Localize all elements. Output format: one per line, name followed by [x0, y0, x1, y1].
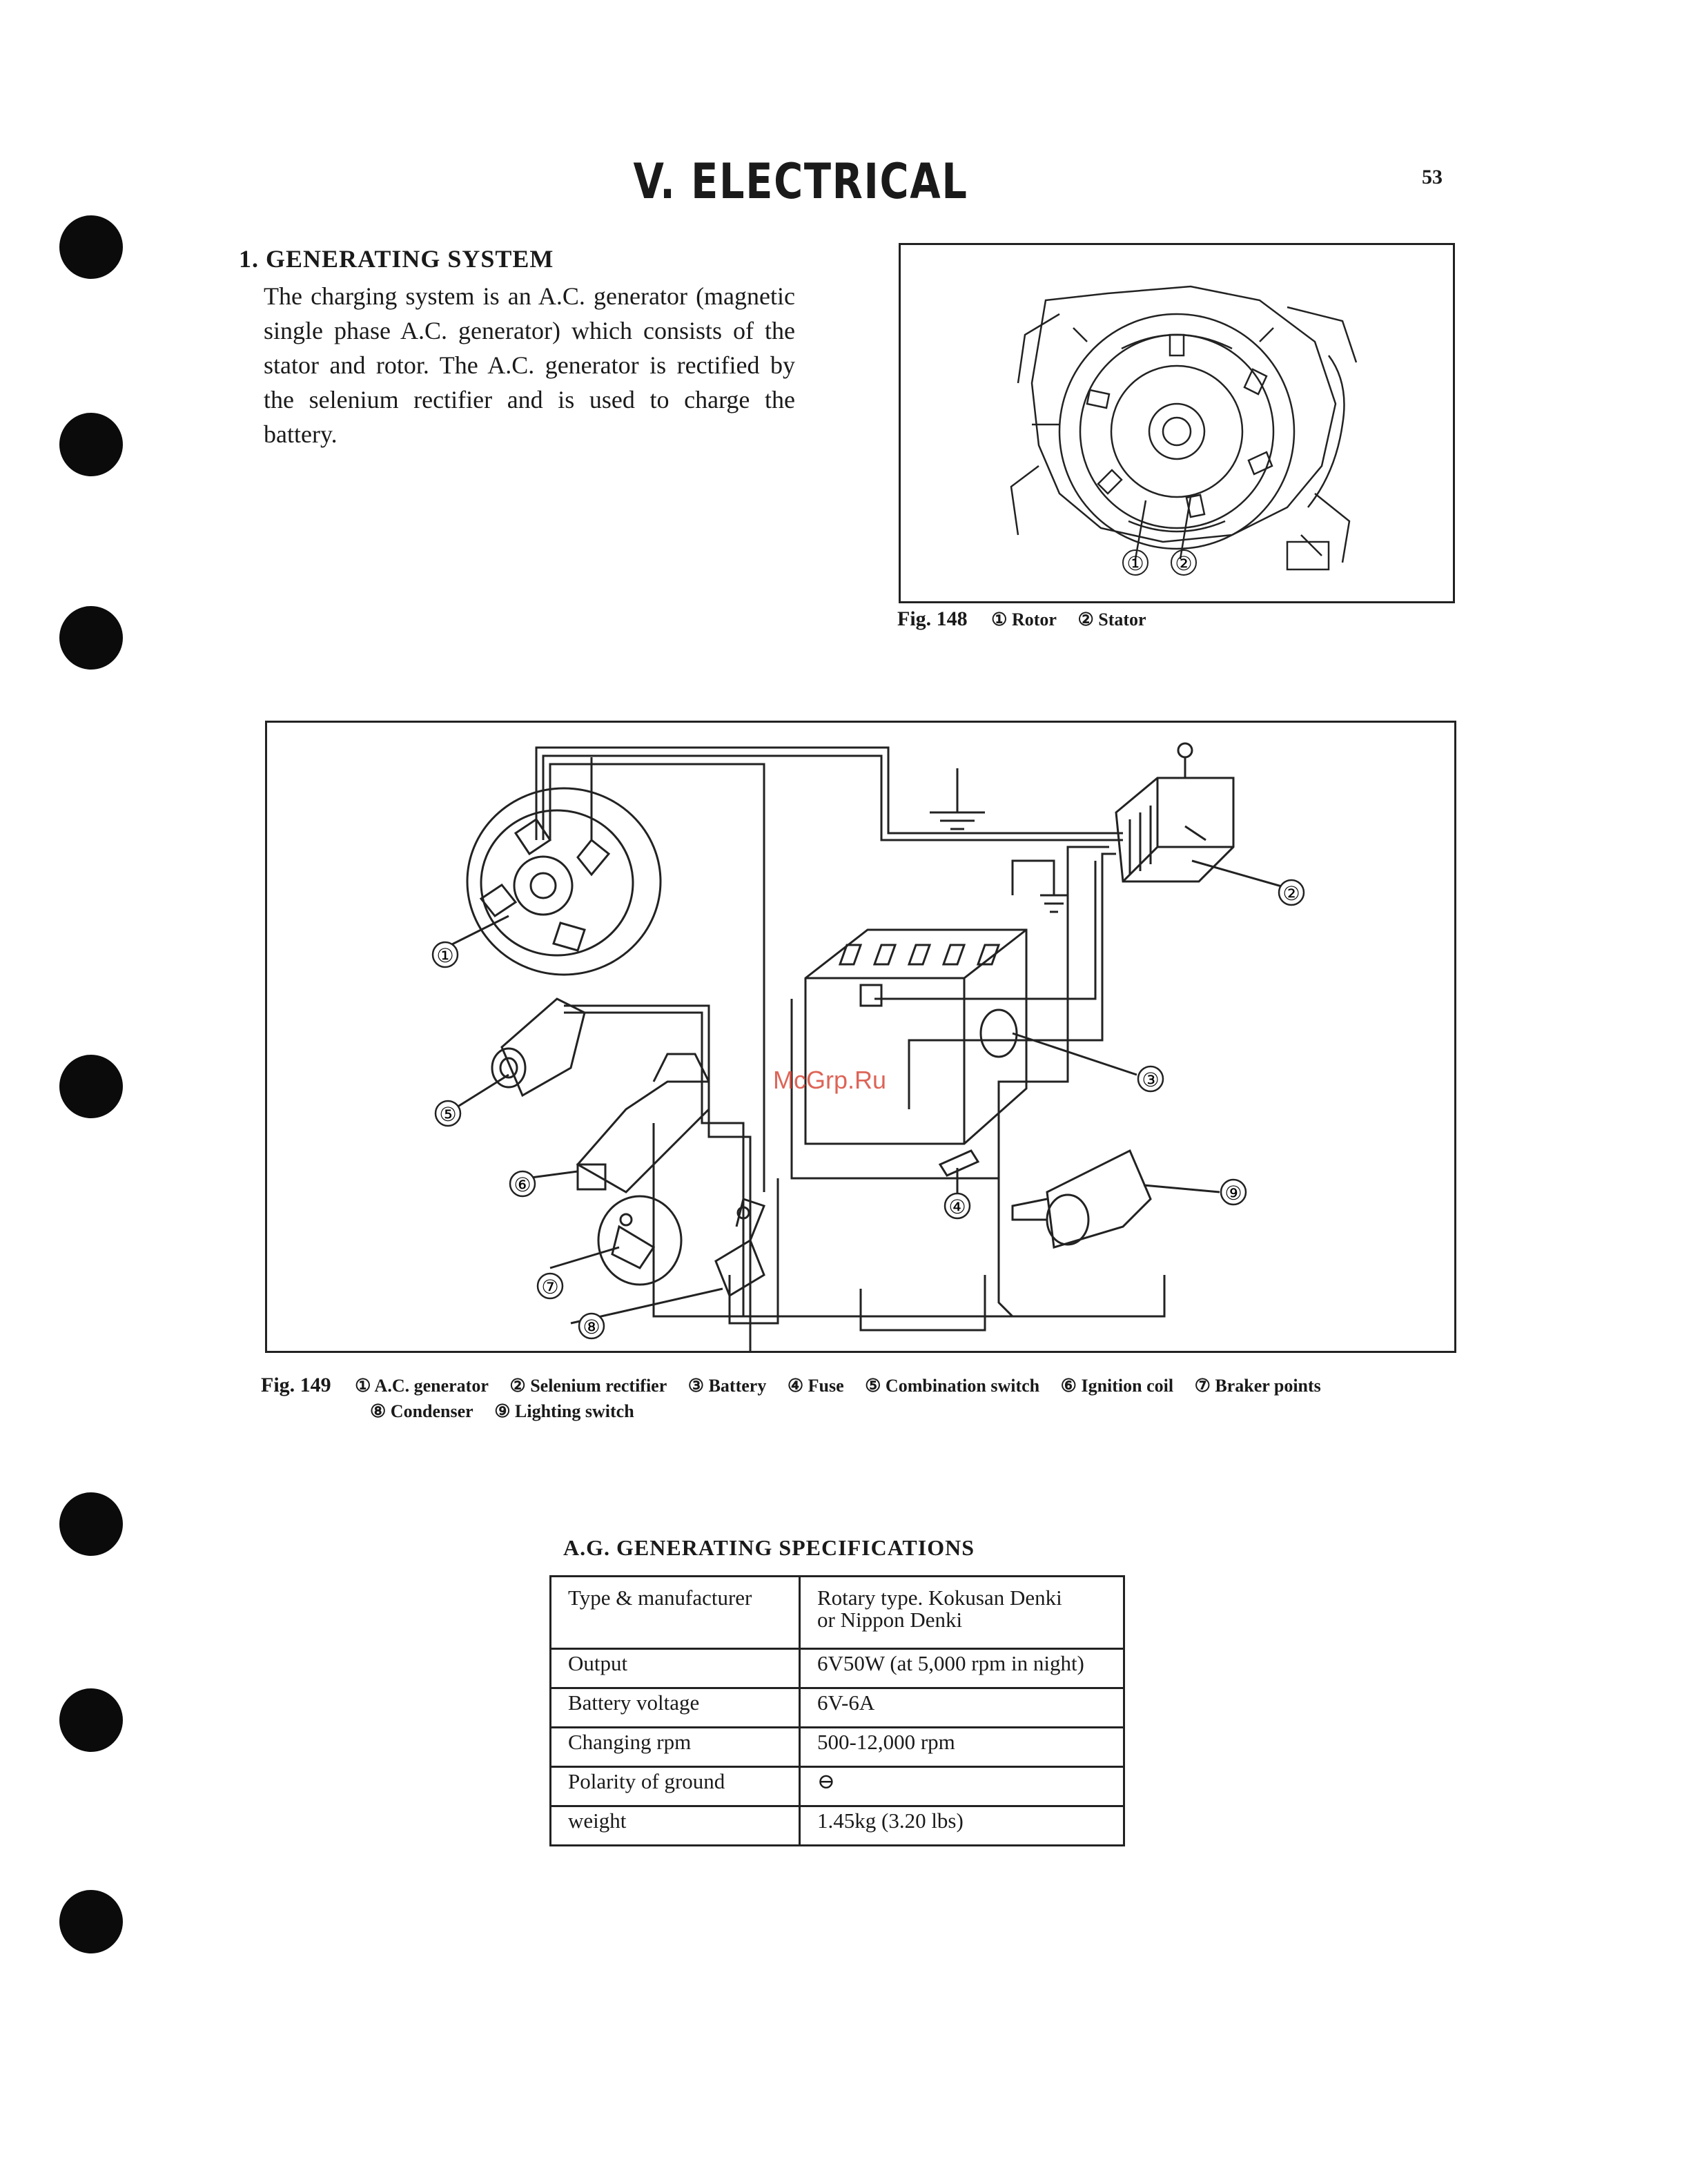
table-row	[551, 1577, 1124, 1649]
watermark: McGrp.Ru	[773, 1066, 887, 1094]
figure-148-callout-2: ②	[1175, 554, 1193, 575]
wiring-diagram	[267, 723, 1454, 1351]
binder-hole	[59, 1492, 123, 1556]
binder-hole	[59, 413, 123, 476]
figure-149-caption-line2	[370, 1401, 651, 1422]
spec-table	[549, 1575, 1125, 1846]
chapter-title: V. ELECTRICAL	[633, 153, 968, 210]
spec-value: 6V50W (at 5,000 rpm in night)	[800, 1649, 1124, 1688]
figure-149-callout-5: ⑤	[439, 1104, 457, 1126]
figure-149-item: ③ Battery	[687, 1376, 767, 1396]
figure-149-callout-1: ①	[436, 946, 454, 967]
spec-label: weight	[551, 1806, 800, 1846]
page-number: 53	[1422, 166, 1443, 188]
spec-value: 6V-6A	[800, 1688, 1124, 1728]
spec-label: Changing rpm	[551, 1728, 800, 1767]
table-row	[551, 1728, 1124, 1767]
table-row	[551, 1649, 1124, 1688]
binder-hole	[59, 1688, 123, 1752]
figure-149-item: ② Selenium rectifier	[509, 1376, 667, 1396]
generator-illustration	[901, 245, 1453, 601]
figure-149-item: ⑨ Lighting switch	[494, 1401, 634, 1421]
spec-value: ⊖	[800, 1767, 1124, 1806]
table-row	[551, 1767, 1124, 1806]
figure-149-item: ⑤ Combination switch	[865, 1376, 1040, 1396]
figure-149-item: ⑦ Braker points	[1194, 1376, 1321, 1396]
figure-149-callout-6: ⑥	[514, 1175, 531, 1196]
body-paragraph: The charging system is an A.C. generator (magnetic single phase A.C. generator) which consists of the stator and rotor. The A.C. generator is rectified by the selenium rectifier and is used to charge the battery.	[264, 282, 795, 448]
figure-149-callout-9: ⑨	[1224, 1183, 1242, 1205]
section-heading: 1. GENERATING SYSTEM	[239, 245, 554, 273]
figure-149-item: ④ Fuse	[787, 1376, 844, 1396]
figure-149-callout-7: ⑦	[541, 1277, 559, 1298]
figure-149-item: ⑥ Ignition coil	[1060, 1376, 1174, 1396]
figure-149-callout-2: ②	[1282, 884, 1300, 905]
spec-value-line: or Nippon Denki	[817, 1608, 963, 1632]
figure-149-callout-4: ④	[948, 1197, 966, 1218]
figure-149-callout-8: ⑧	[583, 1317, 600, 1338]
figure-148-label: Fig. 148	[897, 607, 968, 630]
spec-label: Output	[551, 1649, 800, 1688]
figure-148-caption	[897, 607, 1163, 631]
spec-value-line: Rotary type. Kokusan Denki	[817, 1586, 1062, 1610]
table-row	[551, 1806, 1124, 1846]
spec-value: 500-12,000 rpm	[800, 1728, 1124, 1767]
spec-label: Type & manufacturer	[551, 1577, 800, 1649]
binder-hole	[59, 215, 123, 279]
figure-148-item: ① Rotor	[991, 610, 1057, 630]
figure-149-callout-3: ③	[1142, 1070, 1160, 1091]
figure-148-item: ② Stator	[1077, 610, 1146, 630]
spec-label: Battery voltage	[551, 1688, 800, 1728]
figure-149-label: Fig. 149	[261, 1374, 331, 1396]
spec-table-title: A.G. GENERATING SPECIFICATIONS	[563, 1535, 975, 1560]
figure-149-item: ① A.C. generator	[355, 1376, 489, 1396]
figure-148-frame	[899, 243, 1455, 603]
spec-label: Polarity of ground	[551, 1767, 800, 1806]
binder-hole	[59, 606, 123, 670]
figure-149-item: ⑧ Condenser	[370, 1401, 473, 1421]
figure-149-caption	[261, 1374, 1338, 1397]
figure-149-frame	[265, 721, 1456, 1353]
table-row	[551, 1688, 1124, 1728]
spec-value: 1.45kg (3.20 lbs)	[800, 1806, 1124, 1846]
binder-hole	[59, 1055, 123, 1118]
figure-148-callout-1: ①	[1126, 554, 1144, 575]
spec-value	[800, 1577, 1124, 1649]
binder-hole	[59, 1890, 123, 1953]
